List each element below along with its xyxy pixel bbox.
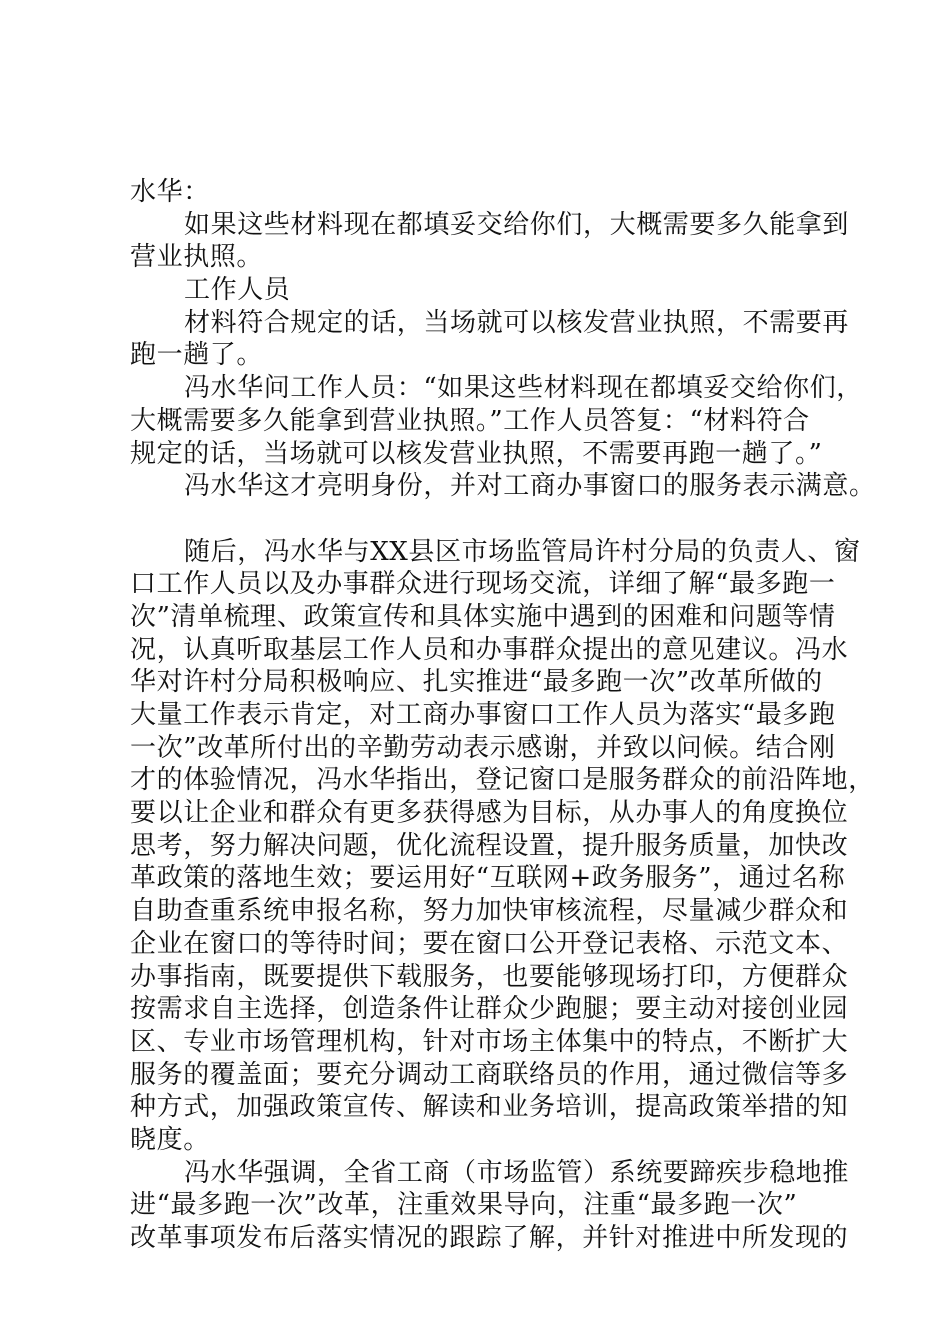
text-line: 营业执照。 <box>130 242 264 273</box>
text-line: 冯水华强调，全省工商（市场监管）系统要蹄疾步稳地推 <box>184 1157 850 1188</box>
text-line: 按需求自主选择，创造条件让群众少跑腿；要主动对接创业园 <box>130 994 849 1025</box>
document-body <box>130 176 876 1255</box>
text-line: 服务的覆盖面；要充分调动工商联络员的作用，通过微信等多 <box>130 1059 849 1090</box>
text-line: 冯水华问工作人员：“如果这些材料现在都填妥交给你们， <box>184 373 863 404</box>
text-line: 种方式，加强政策宣传、解读和业务培训，提高政策举措的知 <box>130 1092 849 1123</box>
text-line: 材料符合规定的话，当场就可以核发营业执照，不需要再 <box>184 307 850 338</box>
text-line: 进“最多跑一次”改革，注重效果导向，注重“最多跑一次” <box>130 1190 798 1221</box>
text-line: 才的体验情况，冯水华指出，登记窗口是服务群众的前沿阵地， <box>130 765 875 796</box>
text-line: 口工作人员以及办事群众进行现场交流，详细了解“最多跑一 <box>130 569 836 600</box>
text-line: 区、专业市场管理机构，针对市场主体集中的特点，不断扩大 <box>130 1026 849 1057</box>
text-line: 革政策的落地生效；要运用好“互联网+政务服务”，通过名称 <box>130 863 846 894</box>
text-line: 华对许村分局积极响应、扎实推进“最多跑一次”改革所做的 <box>130 667 823 698</box>
text-line: 思考，努力解决问题，优化流程设置，提升服务质量，加快改 <box>130 830 849 861</box>
text-line: 一次”改革所付出的辛勤劳动表示感谢，并致以问候。结合刚 <box>130 732 836 763</box>
text-line: 要以让企业和群众有更多获得感为目标，从办事人的角度换位 <box>130 798 849 829</box>
text-line: 况，认真听取基层工作人员和办事群众提出的意见建议。冯水 <box>130 634 849 665</box>
text-line: 跑一趟了。 <box>130 340 264 371</box>
text-line: 水华： <box>130 177 210 207</box>
text-line: 大量工作表示肯定，对工商办事窗口工作人员为落实“最多跑 <box>130 700 836 730</box>
text-line: 规定的话，当场就可以核发营业执照，不需要再跑一趟了。” <box>130 438 823 469</box>
text-line: 次”清单梳理、政策宣传和具体实施中遇到的困难和问题等情 <box>130 601 836 632</box>
text-line: 如果这些材料现在都填妥交给你们，大概需要多久能拿到 <box>184 209 850 240</box>
text-line: 工作人员 <box>184 275 291 306</box>
text-line: 自助查重系统申报名称，努力加快审核流程，尽量减少群众和 <box>130 896 849 927</box>
text-line: 办事指南，既要提供下载服务，也要能够现场打印，方便群众 <box>130 961 849 992</box>
text-line: 随后，冯水华与XX县区市场监管局许村分局的负责人、窗 <box>184 536 861 567</box>
paragraph-gap <box>130 503 835 536</box>
text-line: 大概需要多久能拿到营业执照。”工作人员答复：“材料符合 <box>130 405 810 436</box>
text-line: 企业在窗口的等待时间；要在窗口公开登记表格、示范文本、 <box>130 928 849 959</box>
text-line: 冯水华这才亮明身份，并对工商办事窗口的服务表示满意。 <box>184 471 876 502</box>
text-line: 改革事项发布后落实情况的跟踪了解，并针对推进中所发现的 <box>130 1223 849 1253</box>
text-line: 晓度。 <box>130 1124 210 1155</box>
